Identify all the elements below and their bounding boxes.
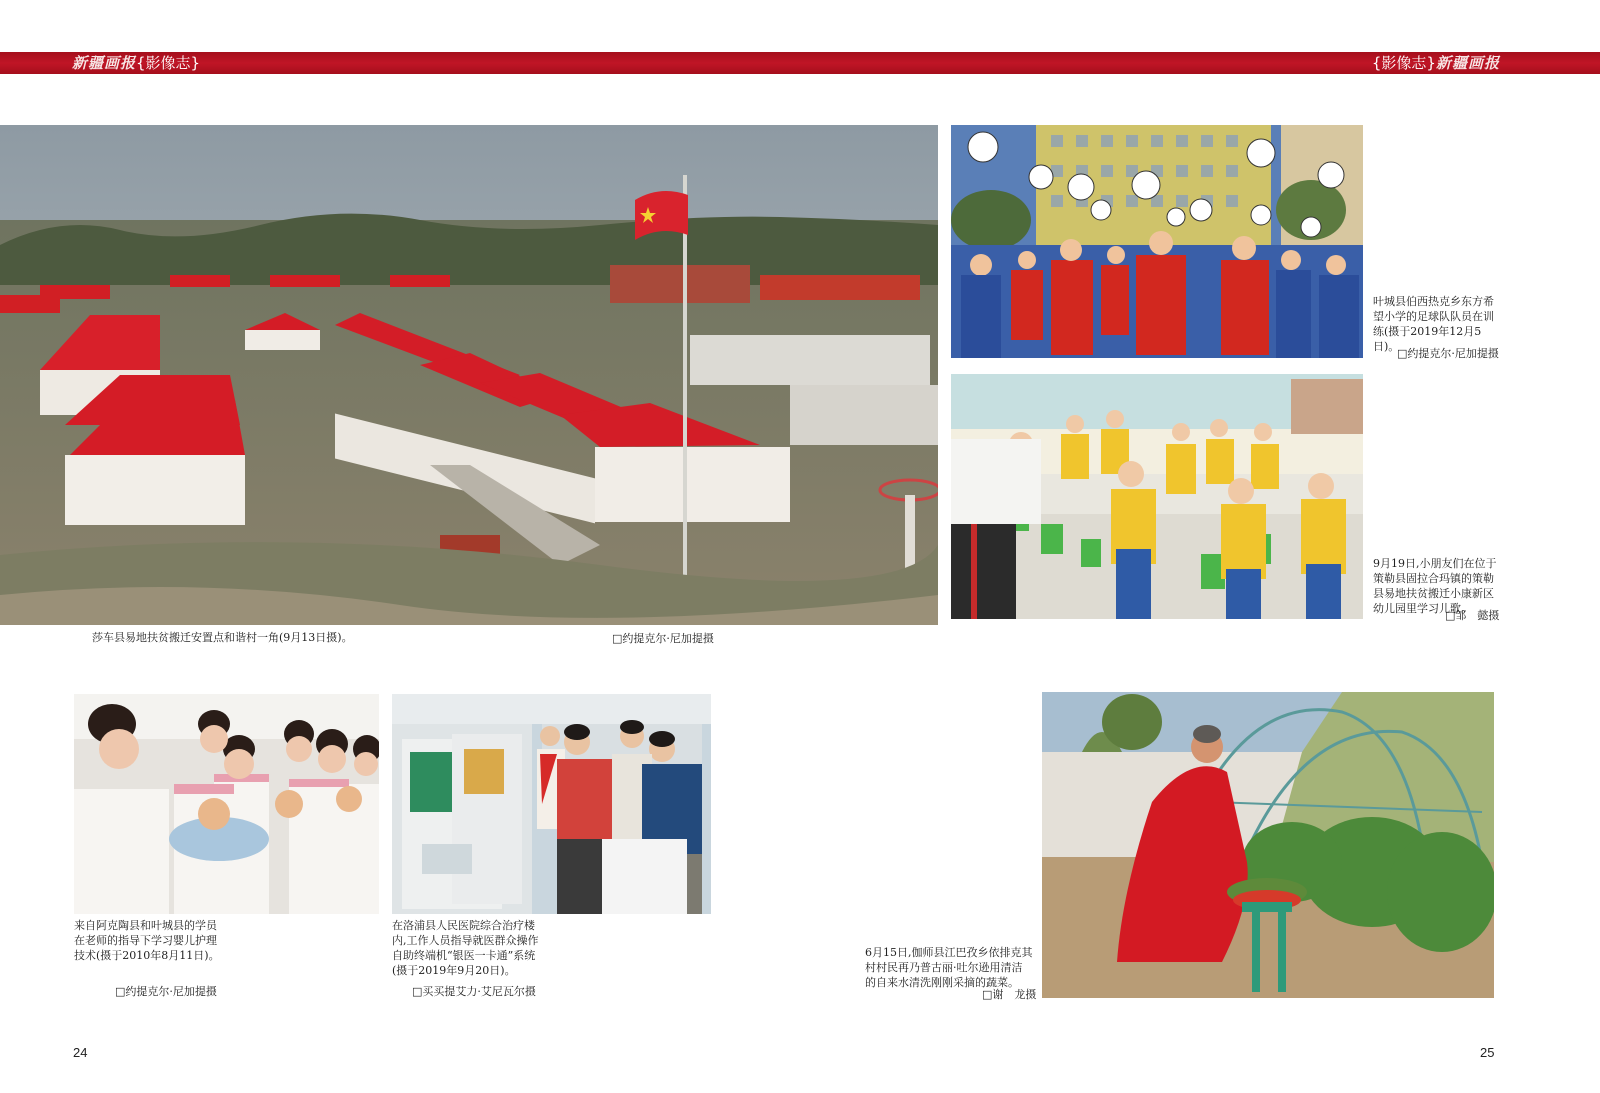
header-left bbox=[72, 53, 200, 73]
magazine-logo: 新疆画报 bbox=[72, 54, 137, 72]
header-right bbox=[1372, 53, 1500, 73]
football-photo bbox=[951, 125, 1363, 358]
nursing-photo bbox=[74, 694, 379, 914]
garden-photo bbox=[1042, 692, 1494, 998]
section-title: {影像志} bbox=[1371, 54, 1436, 72]
page-number-left: 24 bbox=[73, 1045, 88, 1060]
photo-caption: 叶城县伯西热克乡东方希望小学的足球队队员在训练(摄于2019年12月5日)。 bbox=[1373, 295, 1494, 353]
kindergarten-photo bbox=[951, 374, 1363, 619]
village-photo bbox=[0, 125, 938, 625]
photo-credit: □邹 懿摄 bbox=[1445, 609, 1500, 622]
photo-caption: 6月15日,伽师县江巴孜乡依排克其村村民再乃普古丽·吐尔逊用清洁的自来水清洗刚刚采摘的蔬菜。 bbox=[865, 946, 1033, 989]
photo-caption: 来自阿克陶县和叶城县的学员在老师的指导下学习婴儿护理技术(摄于2010年8月11日)。 bbox=[74, 919, 220, 962]
photo-caption: 在洛浦县人民医院综合治疗楼内,工作人员指导就医群众操作自助终端机“银医一卡通”系统(摄于2019年9月20日)。 bbox=[392, 919, 539, 977]
photo-credit: □买买提艾力·艾尼瓦尔摄 bbox=[412, 985, 536, 998]
header-banner bbox=[0, 52, 1600, 74]
photo-credit: □谢 龙摄 bbox=[982, 988, 1037, 1001]
photo-credit: □约提克尔·尼加提摄 bbox=[1397, 347, 1499, 360]
page-number-right: 25 bbox=[1480, 1045, 1495, 1060]
magazine-logo: 新疆画报 bbox=[1435, 54, 1500, 72]
photo-caption: 莎车县易地扶贫搬迁安置点和谐村一角(9月13日摄)。 bbox=[92, 631, 353, 644]
photo-credit: □约提克尔·尼加提摄 bbox=[612, 632, 714, 645]
photo-credit: □约提克尔·尼加提摄 bbox=[115, 985, 217, 998]
photo-caption: 9月19日,小朋友们在位于策勒县固拉合玛镇的策勒县易地扶贫搬迁小康新区幼儿园里学习儿歌。 bbox=[1373, 557, 1497, 615]
section-title: {影像志} bbox=[136, 54, 201, 72]
hospital-photo bbox=[392, 694, 711, 914]
